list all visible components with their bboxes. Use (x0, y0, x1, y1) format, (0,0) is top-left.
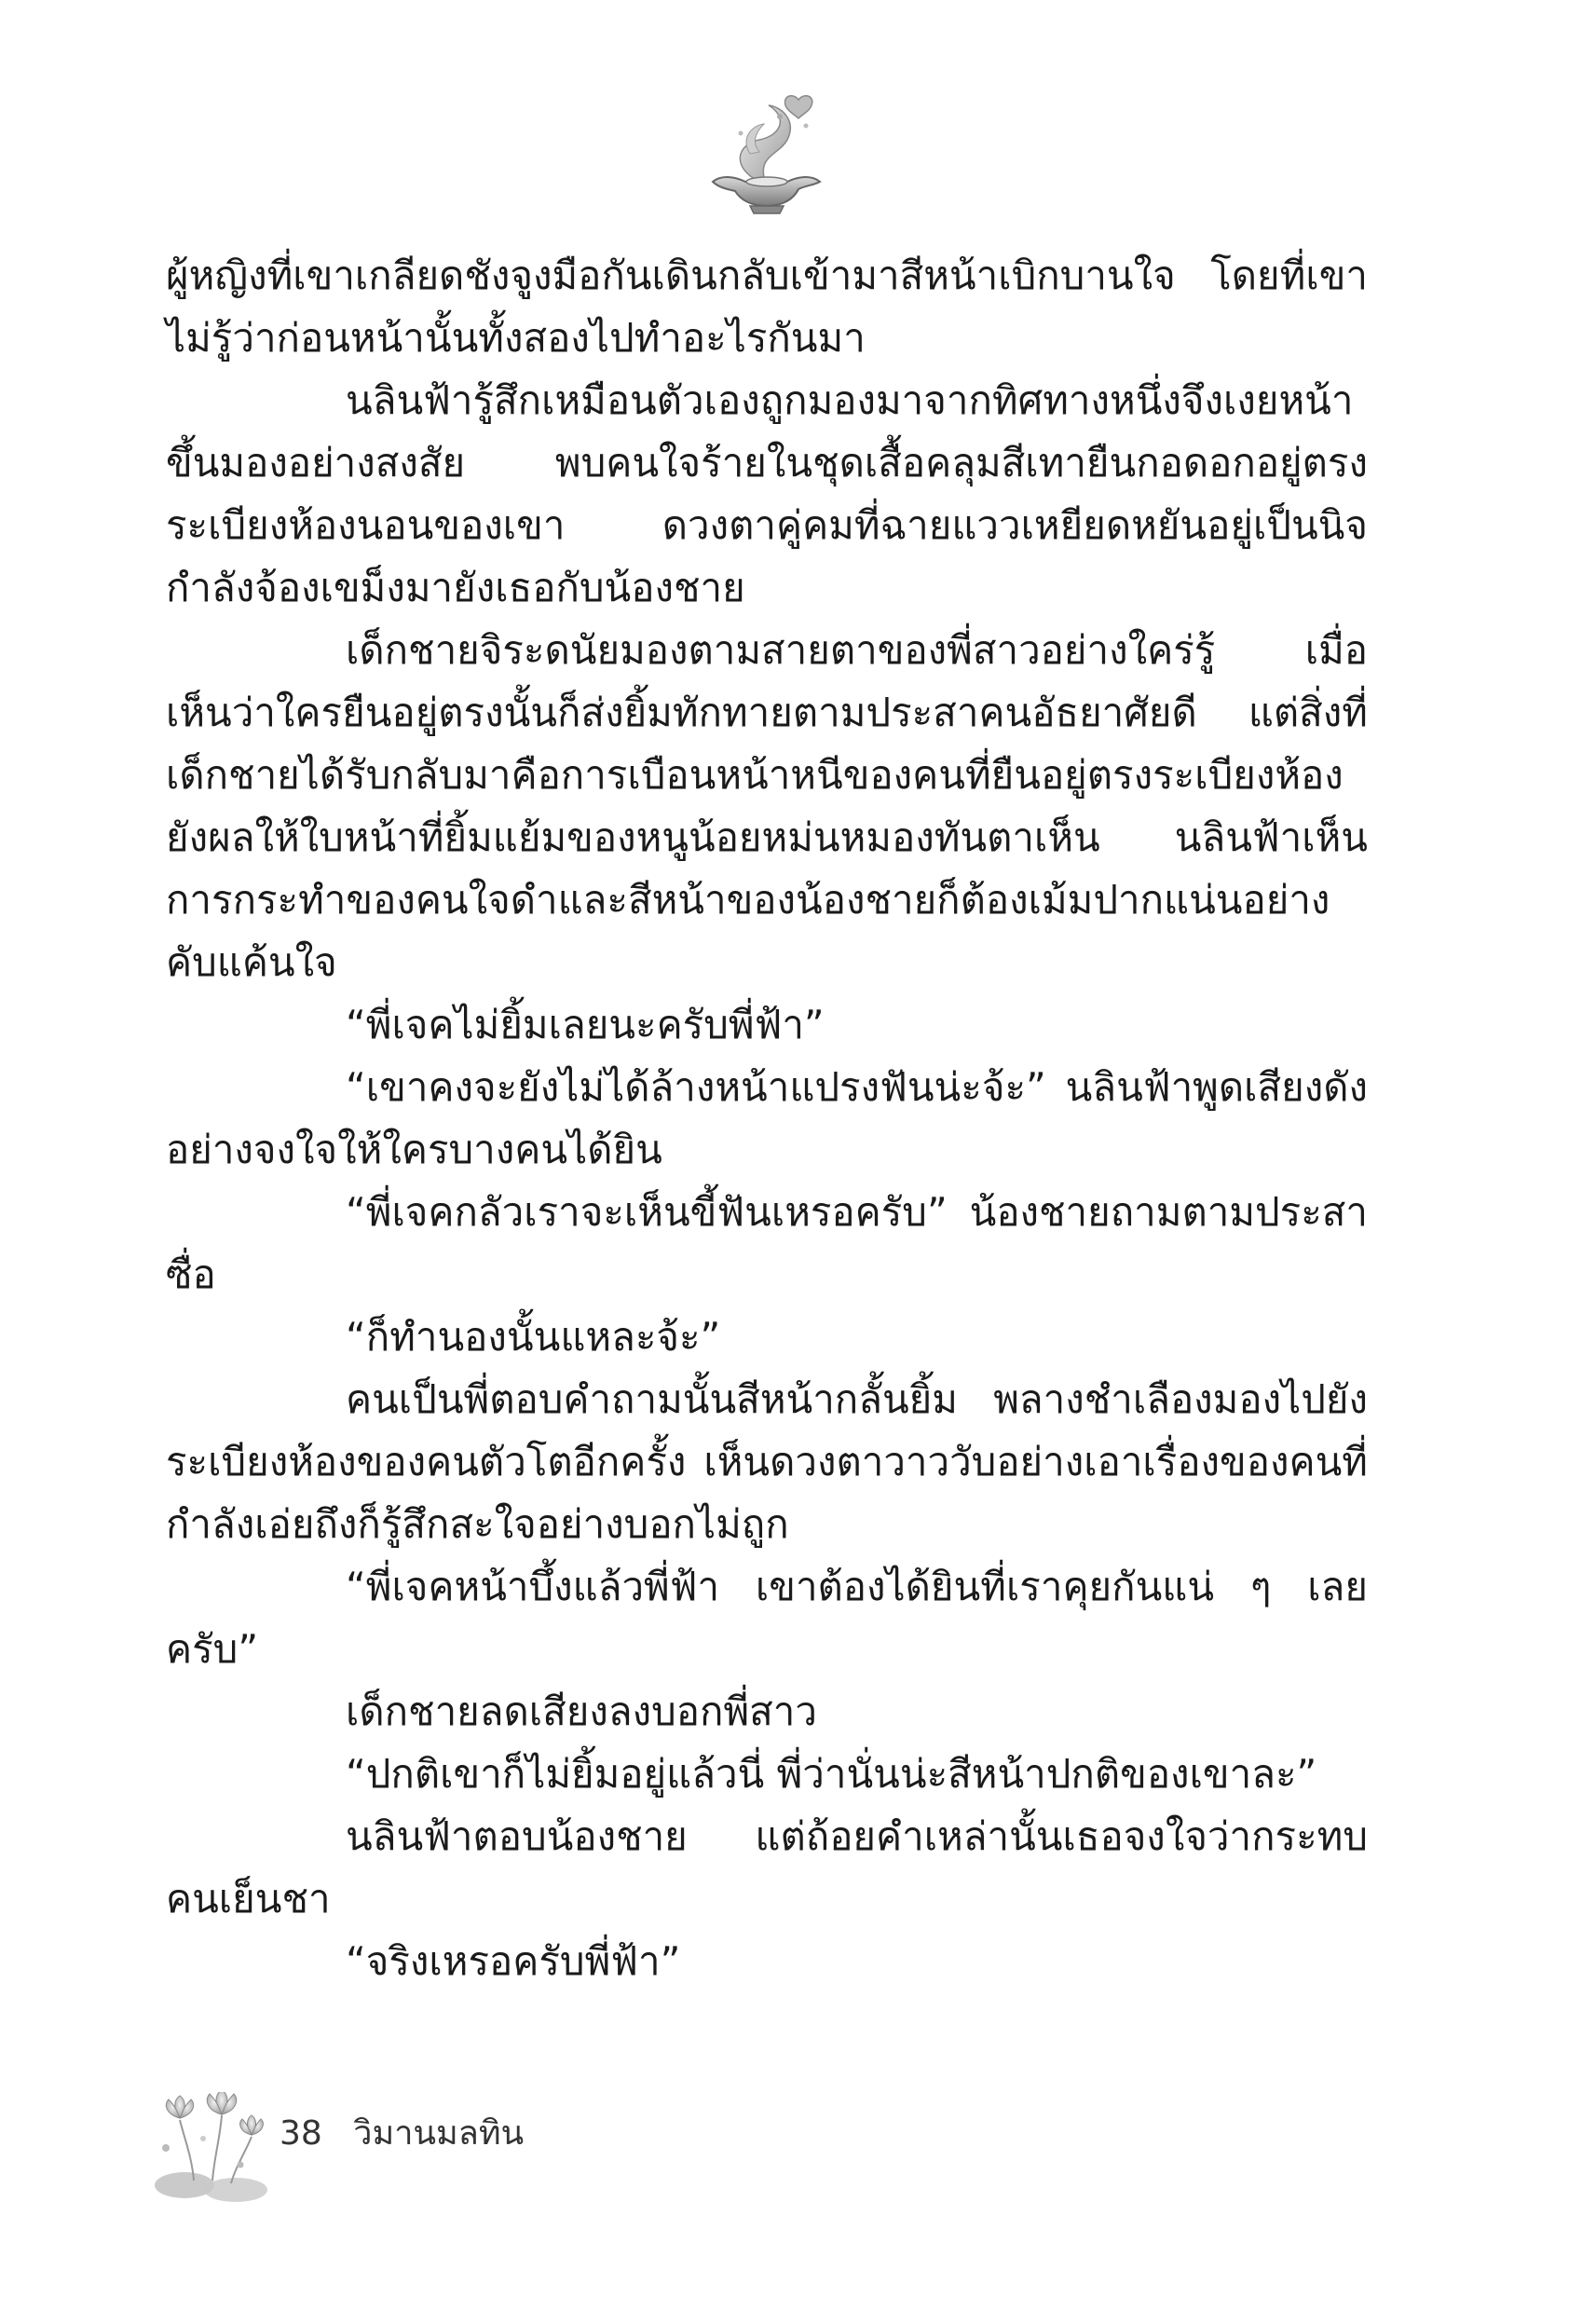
paragraph (166, 1555, 1368, 1680)
paragraph (166, 619, 1368, 993)
paragraph (166, 1743, 1368, 1805)
text-line: กำลังเอ่ยถึงก็รู้สึกสะใจอย่างบอกไม่ถูก (166, 1501, 789, 1547)
body-text (166, 244, 1368, 1992)
text-line: “ปกติเขาก็ไม่ยิ้มอยู่แล้วนี่ พี่ว่านั่นน่ะสีหน้าปกติของเขาละ” (346, 1751, 1317, 1797)
paragraph (166, 369, 1368, 619)
text-line: คนเป็นพี่ตอบคำถามนั้นสีหน้ากลั้นยิ้ม พลางชำเลืองมองไปยัง (346, 1376, 1368, 1422)
text-line: ขึ้นมองอย่างสงสัย พบคนใจร้ายในชุดเสื้อคลุมสีเทายืนกอดอกอยู่ตรง (166, 440, 1368, 485)
text-line: ระเบียงห้องนอนของเขา ดวงตาคู่คมที่ฉายแววเหยียดหยันอยู่เป็นนิจ (166, 502, 1368, 548)
paragraph (166, 1056, 1368, 1181)
text-line: ครับ” (166, 1626, 259, 1672)
lotus-flowers-icon (147, 2092, 273, 2208)
paragraph (166, 993, 1368, 1056)
text-line: เด็กชายจิระดนัยมองตามสายตาของพี่สาวอย่างใคร่รู้ เมื่อ (346, 627, 1368, 673)
text-line: คนเย็นชา (166, 1876, 331, 1921)
paragraph (166, 244, 1368, 369)
text-line: นลินฟ้าตอบน้องชาย แต่ถ้อยคำเหล่านั้นเธอจงใจว่ากระทบ (346, 1813, 1368, 1859)
text-line: กำลังจ้องเขม็งมายังเธอกับน้องชาย (166, 565, 745, 610)
text-line: ยังผลให้ใบหน้าที่ยิ้มแย้มของหนูน้อยหม่นหมองทันตาเห็น นลินฟ้าเห็น (166, 814, 1368, 860)
page-number: 38 (280, 2114, 322, 2153)
paragraph (166, 1306, 1368, 1368)
paragraph (166, 1680, 1368, 1743)
paragraph (166, 1805, 1368, 1930)
text-line: เห็นว่าใครยืนอยู่ตรงนั้นก็ส่งยิ้มทักทายตามประสาคนอัธยาศัยดี แต่สิ่งที่ (166, 690, 1368, 735)
text-line: เด็กชายได้รับกลับมาคือการเบือนหน้าหนีของคนที่ยืนอยู่ตรงระเบียงห้อง (166, 752, 1344, 798)
text-line: การกระทำของคนใจดำและสีหน้าของน้องชายก็ต้องเม้มปากแน่นอย่าง (166, 877, 1330, 923)
text-line: อย่างจงใจให้ใครบางคนได้ยิน (166, 1127, 662, 1172)
page-footer (280, 2113, 524, 2154)
text-line: “พี่เจคไม่ยิ้มเลยนะครับพี่ฟ้า” (346, 1002, 825, 1047)
text-line: เด็กชายลดเสียงลงบอกพี่สาว (346, 1689, 817, 1734)
paragraph (166, 1930, 1368, 1992)
text-line: ผู้หญิงที่เขาเกลียดชังจูงมือกันเดินกลับเข้ามาสีหน้าเบิกบานใจ โดยที่เขา (166, 253, 1368, 298)
text-line: “พี่เจคกลัวเราจะเห็นขี้ฟันเหรอครับ” น้องชายถามตามประสา (346, 1189, 1368, 1235)
text-line: “เขาคงจะยังไม่ได้ล้างหน้าแปรงฟันน่ะจ้ะ” นลินฟ้าพูดเสียงดัง (346, 1064, 1368, 1110)
text-line: “พี่เจคหน้าบึ้งแล้วพี่ฟ้า เขาต้องได้ยินที่เราคุยกันแน่ ๆ เลย (346, 1564, 1368, 1609)
text-line: ไม่รู้ว่าก่อนหน้านั้นทั้งสองไปทำอะไรกันมา (166, 315, 866, 361)
text-line: “จริงเหรอครับพี่ฟ้า” (346, 1938, 681, 1984)
genie-lamp-icon (694, 89, 834, 219)
book-title: วิมานมลทิน (353, 2114, 525, 2153)
text-line: คับแค้นใจ (166, 939, 337, 985)
text-line: นลินฟ้ารู้สึกเหมือนตัวเองถูกมองมาจากทิศทางหนึ่งจึงเงยหน้า (346, 377, 1354, 423)
text-line: ระเบียงห้องของคนตัวโตอีกครั้ง เห็นดวงตาวาววับอย่างเอาเรื่องของคนที่ (166, 1439, 1368, 1484)
text-line: “ก็ทำนองนั้นแหละจ้ะ” (346, 1314, 721, 1360)
paragraph (166, 1181, 1368, 1306)
text-line: ซื่อ (166, 1251, 216, 1297)
paragraph (166, 1368, 1368, 1555)
